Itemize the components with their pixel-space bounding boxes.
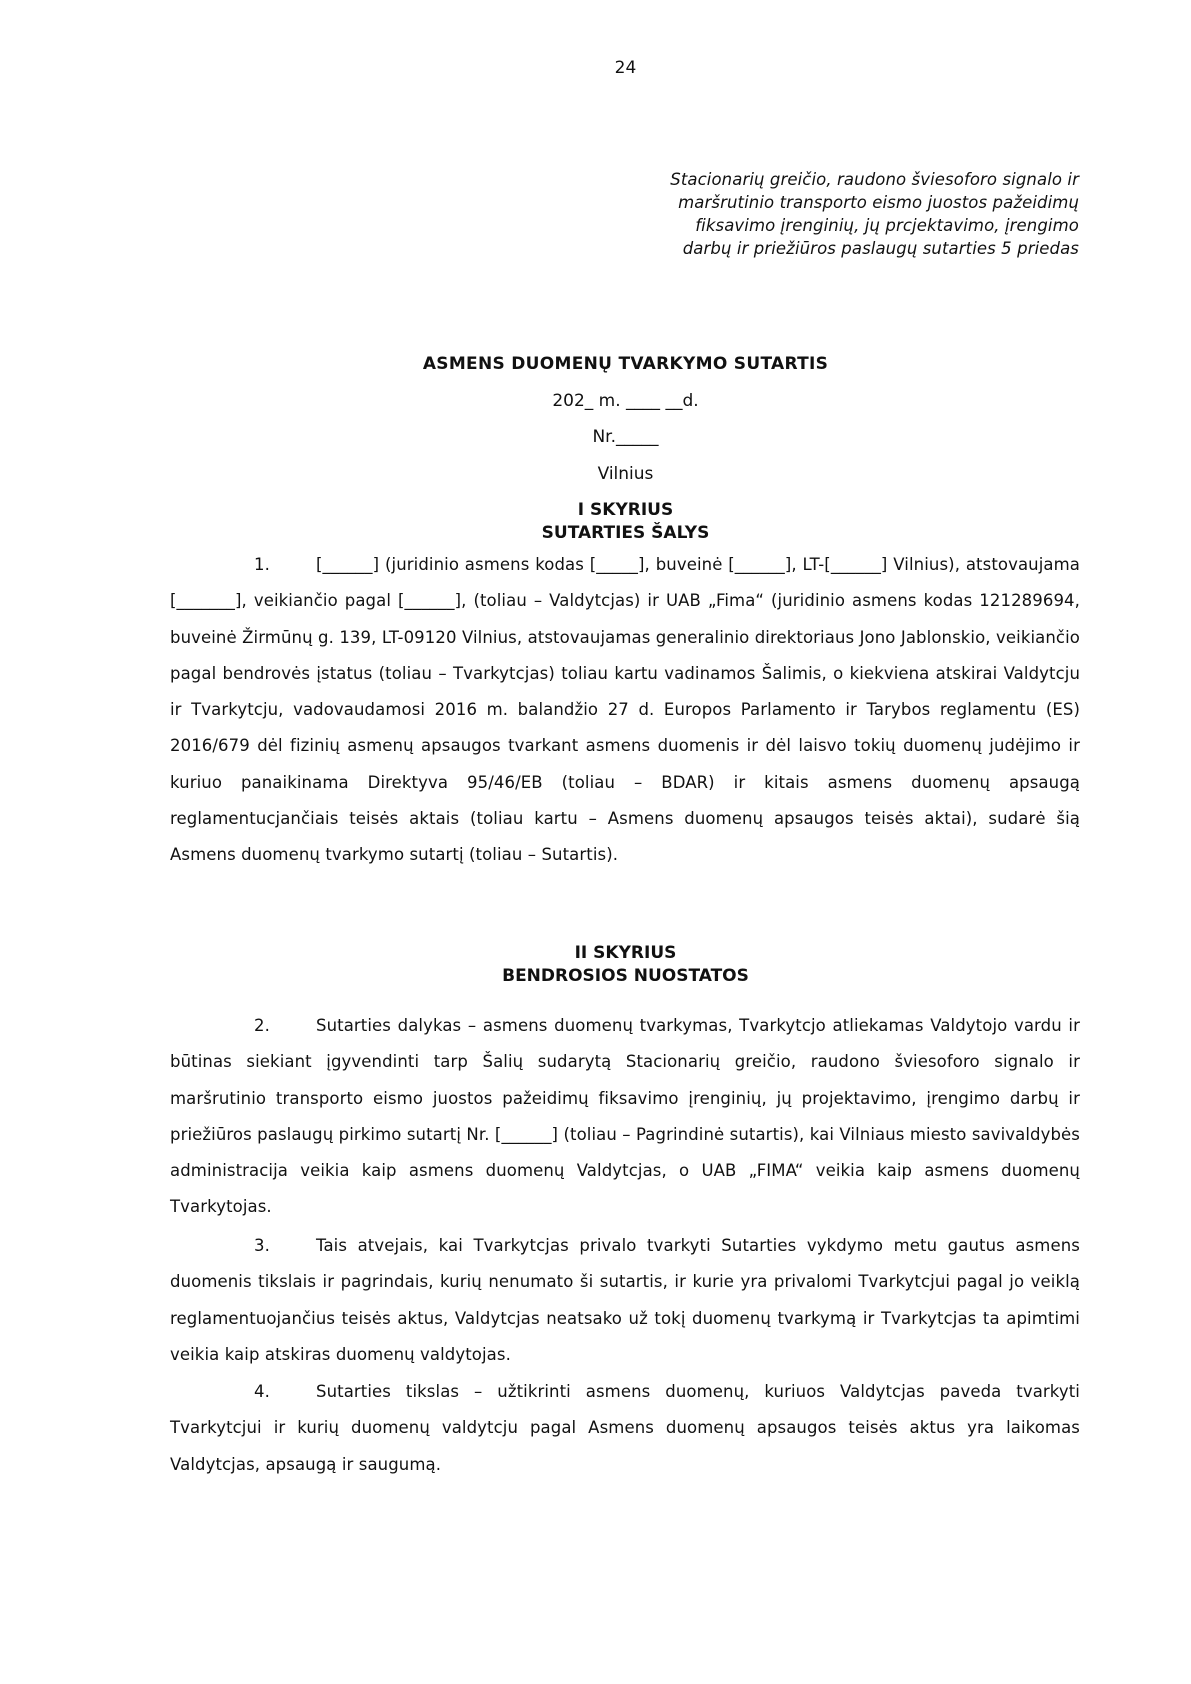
document-title: ASMENS DUOMENŲ TVARKYMO SUTARTIS xyxy=(422,354,829,374)
document-city: Vilnius xyxy=(597,464,654,484)
page-number: 24 xyxy=(614,58,637,78)
chapter-title: SUTARTIES ŠALYS xyxy=(541,523,710,543)
annex-line: fiksavimo įrenginių, jų prcjektavimo, įrengimo xyxy=(695,216,1079,235)
paragraph xyxy=(170,1008,1080,1226)
annex-line: darbų ir priežiūros paslaugų sutarties 5 priedas xyxy=(682,239,1079,258)
document-date: 202_ m. ____ __d. xyxy=(552,391,699,411)
document-number: Nr._____ xyxy=(592,427,659,447)
paragraph-text: Sutarties dalykas – asmens duomenų tvarkymas, Tvarkytcjo atliekamas Valdytojo vardu ir būtinas siekiant įgyvendinti tarp Šalių sudarytą Stacionarių greičio, raudono šviesoforo signalo ir maršrutinio transporto eismo juostos pažeidimų fiksavimo įrenginių, jų projektavimo, įrengimo darbų ir priežiūros paslaugų pirkimo sutartį Nr. [______] (toliau – Pagrindinė sutartis), kai Vilniaus miesto savivaldybės administracija veikia kaip asmens duomenų Valdytcjas, o UAB „FIMA“ veikia kaip asmens duomenų Tvarkytojas. xyxy=(170,1016,1080,1217)
paragraph-number: 1. xyxy=(254,555,270,574)
paragraph-text: Tais atvejais, kai Tvarkytcjas privalo tvarkyti Sutarties vykdymo metu gautus asmens duomenis tikslais ir pagrindais, kurių nenumato ši sutartis, ir kurie yra privalomi Tvarkytcjui pagal jo veiklą reglamentuojančius teisės aktus, Valdytcjas neatsako už tokį duomenų tvarkymą ir Tvarkytcjas ta apimtimi veikia kaip atskiras duomenų valdytojas. xyxy=(170,1236,1080,1364)
annex-line: maršrutinio transporto eismo juostos pažeidimų xyxy=(678,193,1079,212)
paragraph xyxy=(170,547,1080,874)
paragraph-text: [______] (juridinio asmens kodas [_____], buveinė [______], LT-[______] Vilnius), atstovaujama [_______], veikiančio pagal [______], (toliau – Valdytcjas) ir UAB „Fima“ (juridinio asmens kodas 121289694, buveinė Žirmūnų g. 139, LT-09120 Vilnius, atstovaujamas generalinio direktoriaus Jono Jablonskio, veikiančio pagal bendrovės įstatus (toliau – Tvarkytcjas) toliau kartu vadinamos Šalimis, o kiekviena atskirai Valdytcju ir Tvarkytcju, vadovaudamosi 2016 m. balandžio 27 d. Europos Parlamento ir Tarybos reglamentu (ES) 2016/679 dėl fizinių asmenų apsaugos tvarkant asmens duomenis ir dėl laisvo tokių duomenų judėjimo ir kuriuo panaikinama Direktyva 95/46/EB (toliau – BDAR) ir kitais asmens duomenų apsaugą reglamentucjančiais teisės aktais (toliau kartu – Asmens duomenų apsaugos teisės aktai), sudarė šią Asmens duomenų tvarkymo sutartį (toliau – Sutartis). xyxy=(170,555,1080,865)
paragraph xyxy=(170,1228,1080,1373)
chapter-number: I SKYRIUS xyxy=(577,500,674,520)
paragraph-text: Sutarties tikslas – užtikrinti asmens duomenų, kuriuos Valdytcjas paveda tvarkyti Tvarkytcjui ir kurių duomenų valdytcju pagal Asmens duomenų apsaugos teisės aktus yra laikomas Valdytcjas, apsaugą ir saugumą. xyxy=(170,1382,1080,1474)
paragraph-number: 4. xyxy=(254,1382,270,1401)
paragraph-number: 3. xyxy=(254,1236,270,1255)
chapter-heading xyxy=(0,499,1191,545)
paragraph xyxy=(170,1374,1080,1483)
chapter-heading xyxy=(0,942,1191,988)
chapter-title: BENDROSIOS NUOSTATOS xyxy=(502,966,749,986)
chapter-number: II SKYRIUS xyxy=(574,943,677,963)
paragraph-number: 2. xyxy=(254,1016,270,1035)
annex-header xyxy=(559,168,1079,260)
annex-line: Stacionarių greičio, raudono šviesoforo signalo ir xyxy=(670,170,1079,189)
